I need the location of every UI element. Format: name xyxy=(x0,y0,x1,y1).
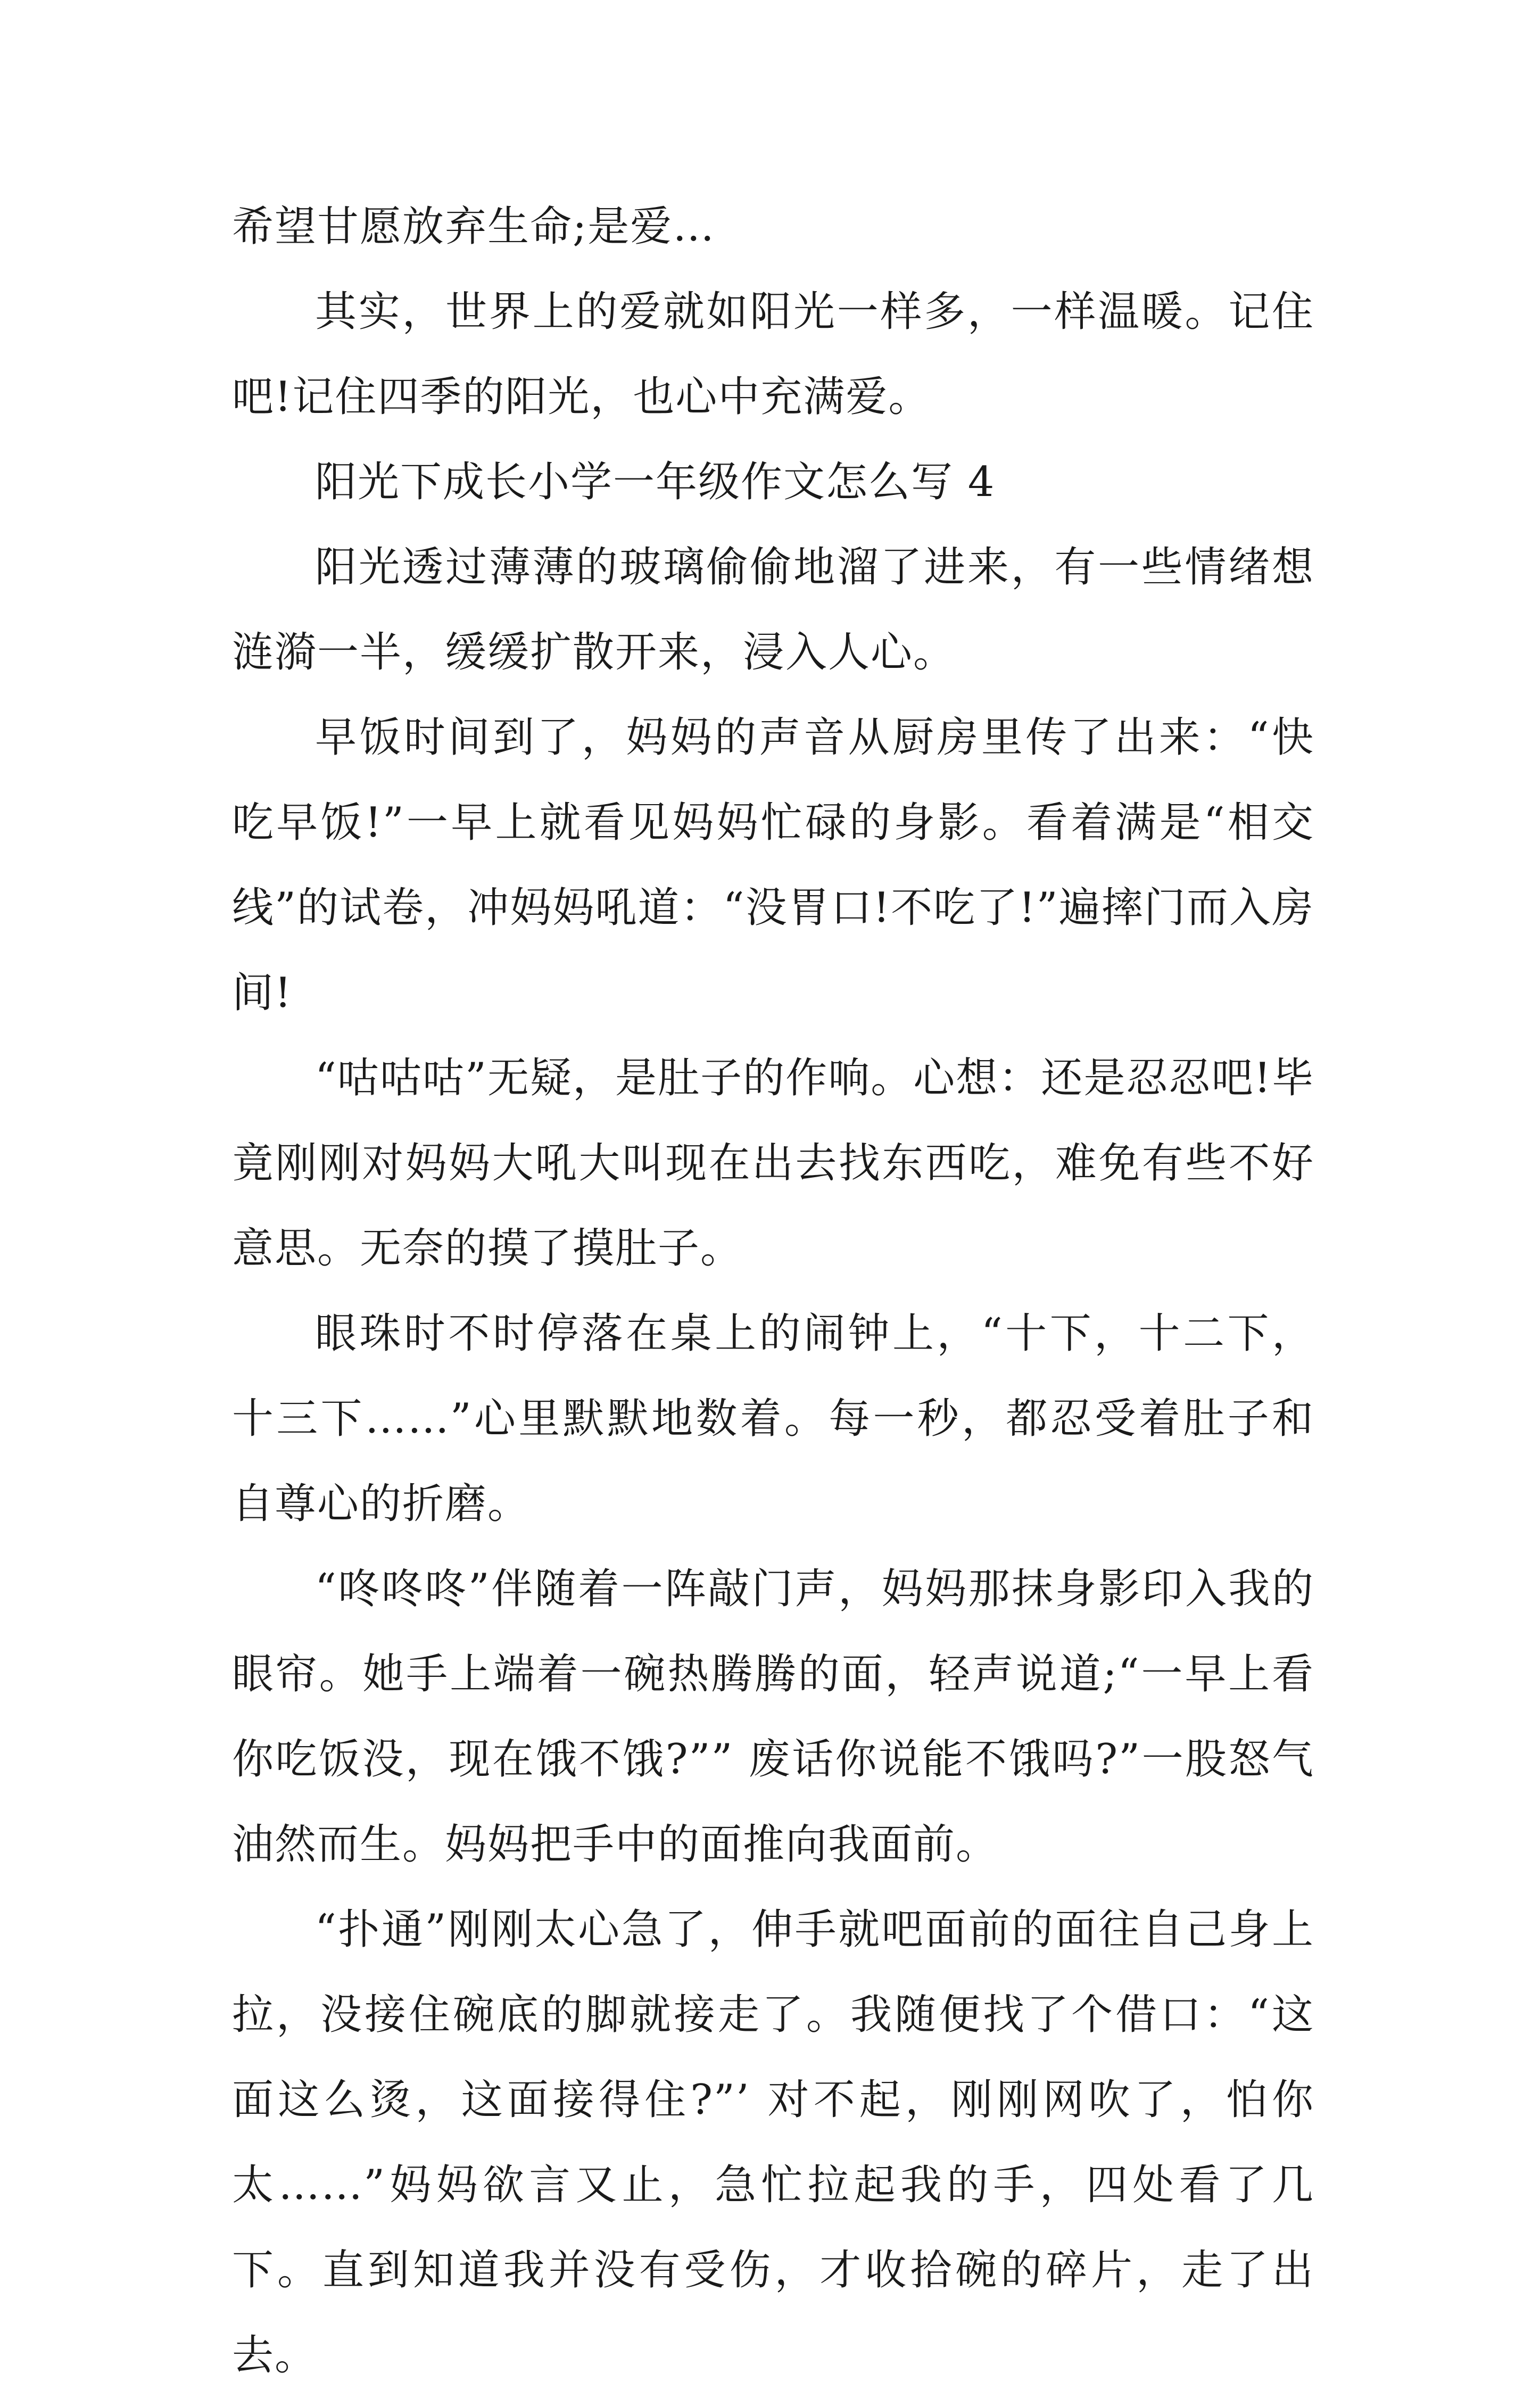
paragraph: 阳光透过薄薄的玻璃偷偷地溜了进来，有一些情绪想涟漪一半，缓缓扩散开来，浸入人心。 xyxy=(232,543,1314,676)
paragraph: “咚咚咚”伴随着一阵敲门声，妈妈那抹身影印入我的眼帘。她手上端着一碗热腾腾的面，轻声说道;“一早上看你吃饭没，现在饿不饿?”” 废话你说能不饿吗?”一股怒气油然而生。妈妈把手中的面推向我面前。 xyxy=(232,1565,1314,1868)
paragraph: 早饭时间到了，妈妈的声音从厨房里传了出来：“快吃早饭!”一早上就看见妈妈忙碌的身影。看着满是“相交线”的试卷，冲妈妈吼道：“没胃口!不吃了!”遍摔门而入房间! xyxy=(232,714,1314,1017)
section-heading: 阳光下成长小学一年级作文怎么写 4 xyxy=(315,458,996,506)
paragraph-continuation: 希望甘愿放弃生命;是爱… xyxy=(232,203,716,251)
paragraph: “扑通”刚刚太心急了，伸手就吧面前的面往自己身上拉，没接住碗底的脚就接走了。我随便找了个借口：“这面这么烫，这面接得住?”’ 对不起，刚刚网吹了，怕你太……”妈妈欲言又止，急忙拉起我的手，四处看了几下。直到知道我并没有受伤，才收拾碗的碎片，走了出去。 xyxy=(232,1906,1314,2379)
document-body xyxy=(232,184,1314,2398)
paragraph: 其实，世界上的爱就如阳光一样多，一样温暖。记住吧!记住四季的阳光，也心中充满爱。 xyxy=(232,288,1314,421)
paragraph: “咕咕咕”无疑，是肚子的作响。心想：还是忍忍吧!毕竟刚刚对妈妈大吼大叫现在出去找东西吃，难免有些不好意思。无奈的摸了摸肚子。 xyxy=(232,1054,1314,1272)
paragraph: 眼珠时不时停落在桌上的闹钟上，“十下，十二下，十三下……”心里默默地数着。每一秒，都忍受着肚子和自尊心的折磨。 xyxy=(232,1310,1314,1528)
